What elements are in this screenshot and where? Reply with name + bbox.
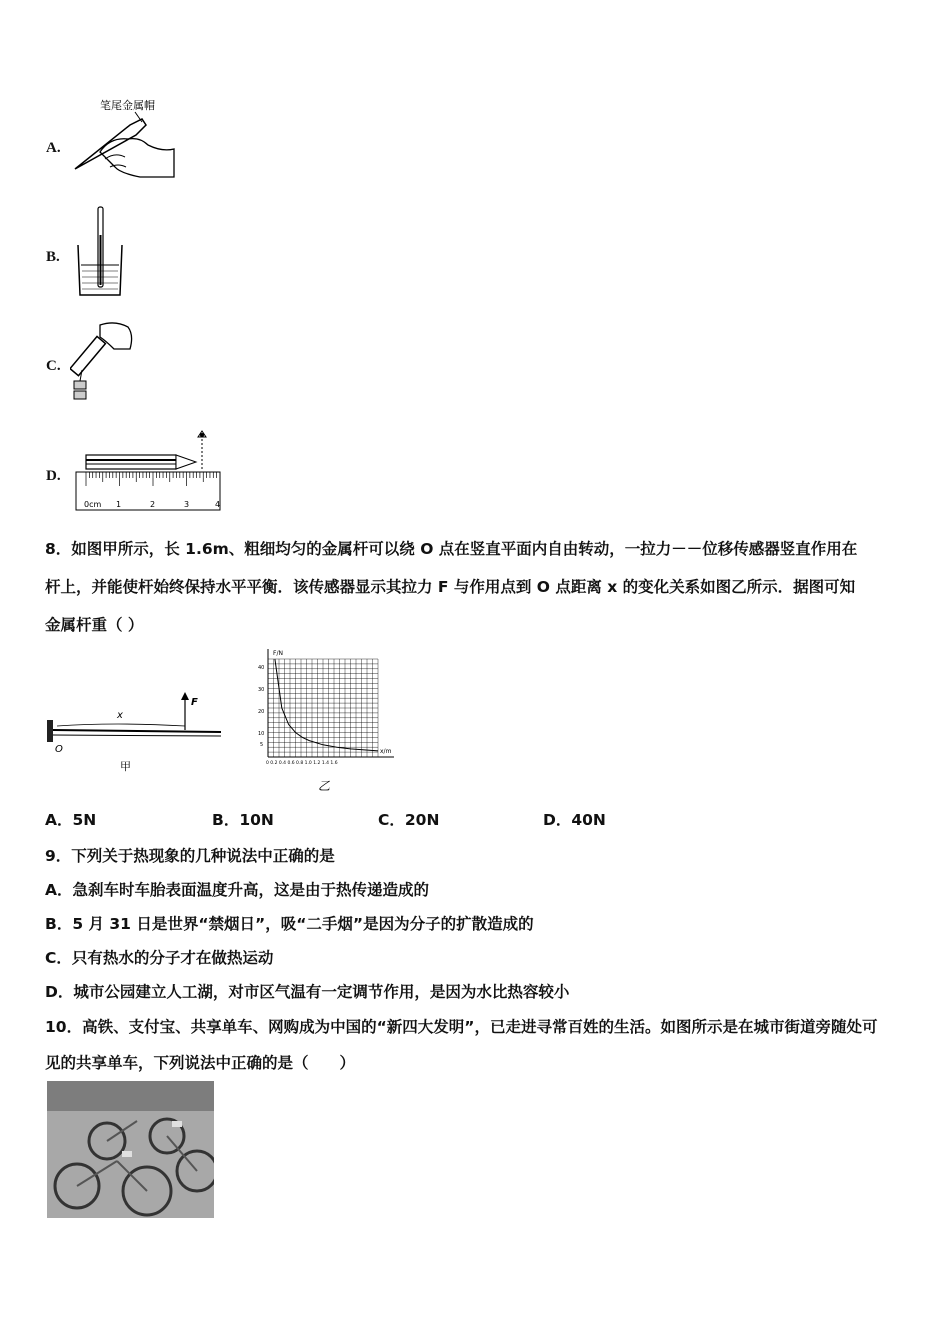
option-d-label: D. (46, 468, 61, 484)
ruler-tick-2: 2 (150, 500, 156, 509)
q9-option-a: A．急刹车时车胎表面温度升高，这是由于热传递造成的 (45, 881, 429, 899)
q8-answer-a: A．5N (45, 811, 97, 829)
ruler-unit-label: 0cm (84, 500, 102, 509)
label-x: x (117, 710, 123, 721)
ruler-tick-1: 1 (116, 500, 122, 509)
thermometer-beaker-figure (72, 205, 127, 300)
caption-yi: 乙 (318, 779, 331, 793)
option-b-label: B. (46, 249, 60, 265)
q8-answer-d: D．40N (543, 811, 606, 829)
q8-stem-line-3: 金属杆重（ ） (45, 616, 144, 634)
y-axis-label: F/N (273, 650, 283, 657)
y-tick-10: 10 (258, 731, 265, 737)
q8-stem-line-1: 8．如图甲所示，长 1.6m、粗细均匀的金属杆可以绕 O 点在竖直平面内自由转动，一拉力－－位移传感器竖直作用在 (45, 540, 858, 558)
q8-answer-c: C．20N (378, 811, 440, 829)
shared-bicycles-photo (47, 1081, 214, 1218)
q10-stem-line-2: 见的共享单车，下列说法中正确的是（ ） (45, 1054, 356, 1072)
pencil-ruler-figure (74, 425, 224, 513)
f-x-curve (275, 659, 378, 751)
pen-caption: 笔尾金属帽 (100, 99, 155, 112)
x-axis-label: x/m (380, 748, 392, 755)
q8-stem-line-2: 杆上，并能使杆始终保持水平平衡．该传感器显示其拉力 F 与作用点到 O 点距离 x 的变化关系如图乙所示．据图可知 (45, 578, 856, 596)
figure-jia-lever (45, 660, 225, 780)
q9-option-b: B．5 月 31 日是世界“禁烟日”，吸“二手烟”是因为分子的扩散造成的 (45, 915, 534, 933)
option-a-label: A. (46, 140, 61, 156)
ruler-tick-3: 3 (184, 500, 190, 509)
test-pen-figure (70, 97, 180, 181)
ruler-tick-4: 4 (215, 500, 221, 509)
q9-stem: 9．下列关于热现象的几种说法中正确的是 (45, 847, 335, 865)
label-f: F (191, 697, 198, 708)
q9-option-c: C．只有热水的分子才在做热运动 (45, 949, 274, 967)
y-tick-5: 5 (260, 742, 264, 748)
q10-stem-line-1: 10．高铁、支付宝、共享单车、网购成为中国的“新四大发明”，已走进寻常百姓的生活。如图所示是在城市街道旁随处可 (45, 1018, 878, 1036)
x-tick-labels: 0 0.2 0.4 0.6 0.8 1.0 1.2 1.4 1.6 (266, 761, 338, 766)
y-tick-30: 30 (258, 687, 265, 693)
spring-scale-figure (70, 315, 136, 403)
option-c-label: C. (46, 358, 61, 374)
q8-answer-b: B．10N (212, 811, 274, 829)
y-tick-40: 40 (258, 665, 265, 671)
figure-yi-chart (256, 645, 396, 795)
y-tick-20: 20 (258, 709, 265, 715)
label-o: O (55, 744, 63, 755)
caption-jia: 甲 (120, 760, 131, 773)
q9-option-d: D．城市公园建立人工湖，对市区气温有一定调节作用，是因为水比热容较小 (45, 983, 570, 1001)
